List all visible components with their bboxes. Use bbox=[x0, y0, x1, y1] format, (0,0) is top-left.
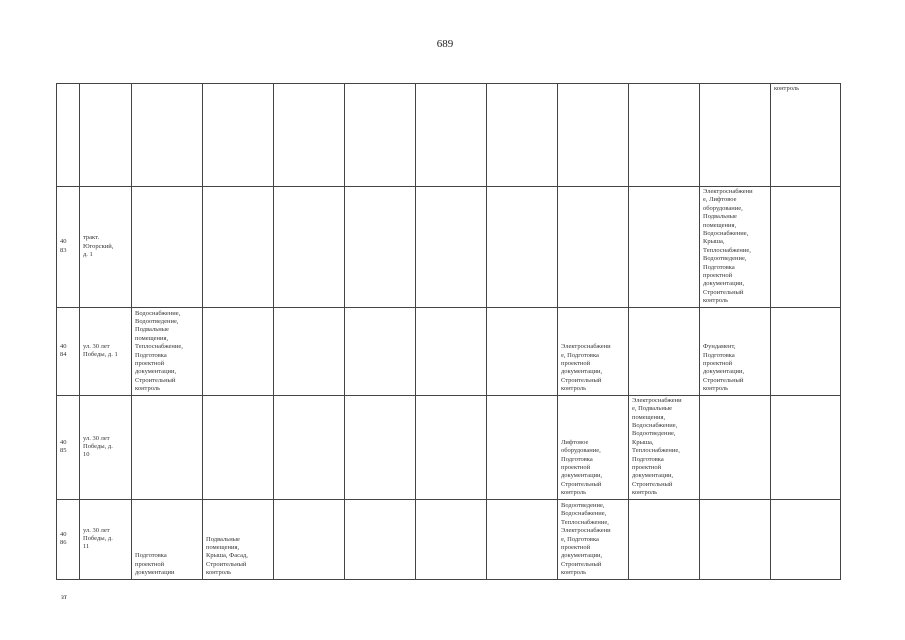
work-cell bbox=[416, 307, 487, 395]
work-cell bbox=[345, 84, 416, 187]
work-text: контроль bbox=[774, 85, 800, 92]
work-cell bbox=[203, 187, 274, 308]
work-cell bbox=[487, 499, 558, 579]
work-cell bbox=[771, 307, 841, 395]
address-text: тракт. Югорский, д. 1 bbox=[83, 234, 114, 259]
work-cell bbox=[274, 187, 345, 308]
work-cell bbox=[132, 499, 203, 579]
work-cell bbox=[203, 499, 274, 579]
work-text: Подготовка проектной документации bbox=[135, 552, 175, 577]
work-cell bbox=[700, 395, 771, 499]
work-cell bbox=[203, 307, 274, 395]
address-text: ул. 30 лет Победы, д. 10 bbox=[83, 434, 113, 459]
work-cell bbox=[558, 84, 629, 187]
address-cell bbox=[80, 395, 132, 499]
work-cell bbox=[629, 499, 700, 579]
table-row bbox=[57, 395, 841, 499]
work-cell bbox=[416, 499, 487, 579]
work-cell bbox=[700, 307, 771, 395]
row-number: 40 85 bbox=[60, 438, 67, 455]
work-cell bbox=[771, 84, 841, 187]
work-text: Водоотведение, Водоснабжение, Теплоснабжение, Электроснабжени е, Подготовка проектной документации, Строительный контроль bbox=[561, 502, 611, 577]
work-cell bbox=[629, 84, 700, 187]
work-cell bbox=[558, 395, 629, 499]
table-row bbox=[57, 307, 841, 395]
table-row bbox=[57, 84, 841, 187]
work-cell bbox=[203, 395, 274, 499]
work-cell bbox=[132, 84, 203, 187]
table-row bbox=[57, 187, 841, 308]
work-cell bbox=[132, 187, 203, 308]
row-number-cell bbox=[57, 307, 80, 395]
work-text: Электроснабжени е, Подвальные помещения, Водоснабжение, Водоотведение, Крыша, Теплоснабжение, Подготовка проектной документации, Строительный контроль bbox=[632, 396, 682, 497]
work-cell bbox=[416, 84, 487, 187]
work-cell bbox=[487, 395, 558, 499]
row-number-cell bbox=[57, 84, 80, 187]
page-number: 689 bbox=[436, 38, 454, 50]
work-cell bbox=[416, 187, 487, 308]
work-cell bbox=[629, 187, 700, 308]
work-cell bbox=[558, 499, 629, 579]
footer-note: зт bbox=[61, 593, 67, 601]
work-cell bbox=[274, 499, 345, 579]
work-cell bbox=[274, 84, 345, 187]
work-cell bbox=[345, 187, 416, 308]
work-text: Лифтовое оборудование, Подготовка проектной документации, Строительный контроль bbox=[561, 438, 603, 497]
work-cell bbox=[700, 499, 771, 579]
work-cell bbox=[558, 307, 629, 395]
address-cell bbox=[80, 187, 132, 308]
work-cell bbox=[629, 395, 700, 499]
work-cell bbox=[203, 84, 274, 187]
row-number: 40 86 bbox=[60, 530, 67, 547]
work-cell bbox=[771, 499, 841, 579]
work-text: Электроснабжени е, Лифтовое оборудование, Подвальные помещения, Водоснабжение, Крыша, Теплоснабжение, Водоотведение, Подготовка проектной документации, Строительный контроль bbox=[703, 188, 753, 305]
work-cell bbox=[132, 395, 203, 499]
work-cell bbox=[345, 307, 416, 395]
work-cell bbox=[416, 395, 487, 499]
work-cell bbox=[487, 187, 558, 308]
work-text: Водоснабжение, Водоотведение, Подвальные помещения, Теплоснабжение, Подготовка проектной документации, Строительный контроль bbox=[135, 309, 183, 393]
work-cell bbox=[274, 395, 345, 499]
row-number-cell bbox=[57, 395, 80, 499]
row-number-cell bbox=[57, 187, 80, 308]
address-text: ул. 30 лет Победы, д. 11 bbox=[83, 526, 113, 551]
address-cell bbox=[80, 307, 132, 395]
work-text: Фундамент, Подготовка проектной документации, Строительный контроль bbox=[703, 343, 745, 393]
work-cell bbox=[487, 84, 558, 187]
work-cell bbox=[132, 307, 203, 395]
table-row bbox=[57, 499, 841, 579]
repair-schedule-table bbox=[56, 83, 841, 580]
work-cell bbox=[558, 187, 629, 308]
work-cell bbox=[771, 187, 841, 308]
work-cell bbox=[700, 187, 771, 308]
address-text: ул. 30 лет Победы, д. 1 bbox=[83, 342, 118, 359]
work-cell bbox=[771, 395, 841, 499]
work-cell bbox=[274, 307, 345, 395]
address-cell bbox=[80, 84, 132, 187]
work-text: Подвальные помещения, Крыша, Фасад, Строительный контроль bbox=[206, 535, 248, 577]
row-number-cell bbox=[57, 499, 80, 579]
row-number: 40 84 bbox=[60, 342, 67, 359]
work-cell bbox=[629, 307, 700, 395]
work-cell bbox=[700, 84, 771, 187]
work-cell bbox=[345, 395, 416, 499]
work-cell bbox=[487, 307, 558, 395]
work-text: Электроснабжени е, Подготовка проектной документации, Строительный контроль bbox=[561, 343, 611, 393]
row-number: 40 83 bbox=[60, 238, 67, 254]
work-cell bbox=[345, 499, 416, 579]
address-cell bbox=[80, 499, 132, 579]
